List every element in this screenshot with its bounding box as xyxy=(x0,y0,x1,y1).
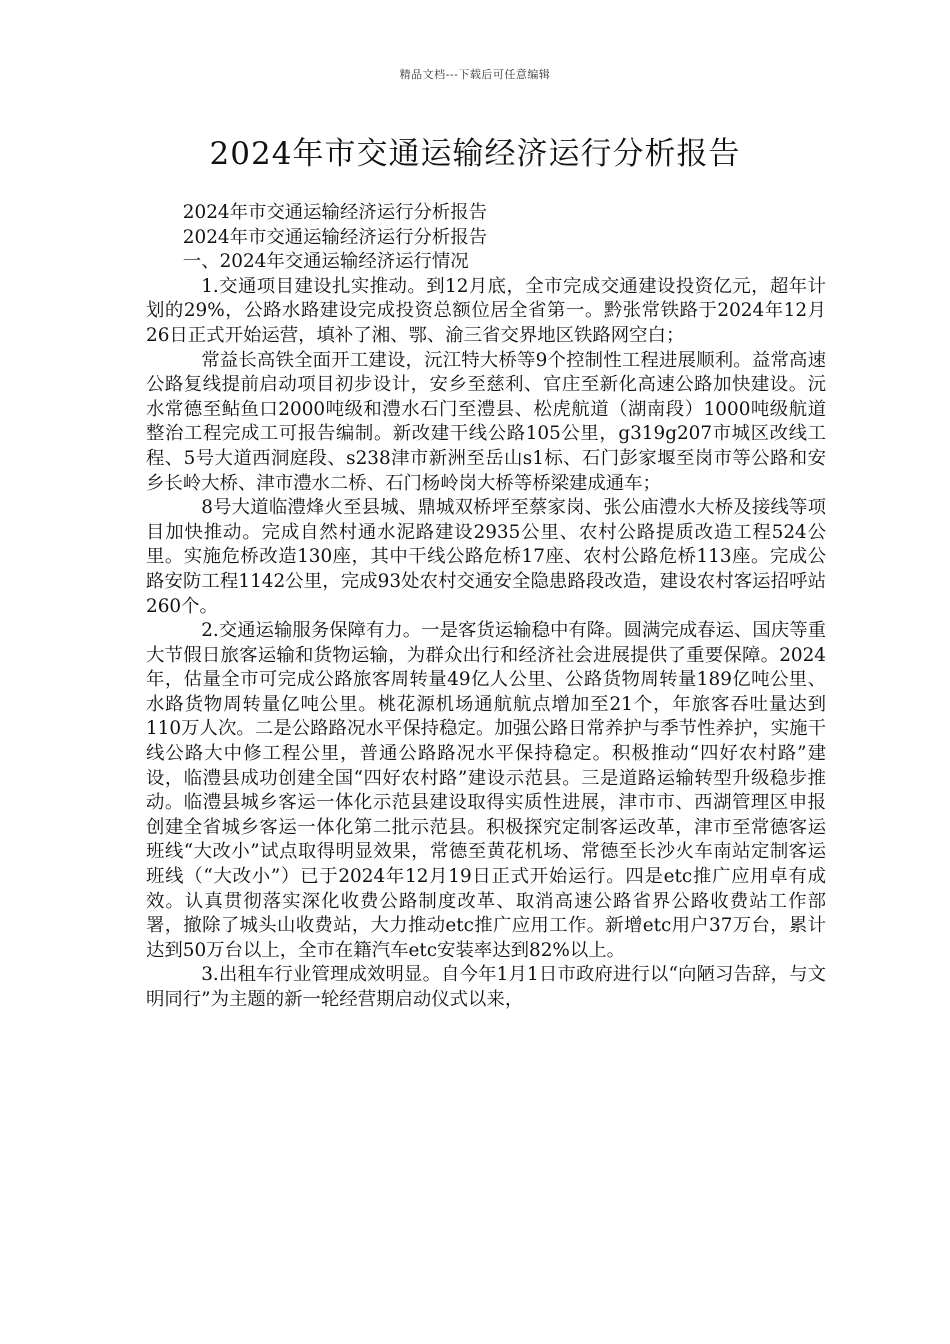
document-title: 2024年市交通运输经济运行分析报告 xyxy=(209,136,741,172)
body-paragraph: 2024年市交通运输经济运行分析报告 xyxy=(182,226,488,248)
body-paragraph: 8号大道临澧烽火至县城、鼎城双桥坪至蔡家岗、张公庙澧水大桥及接线等项目加快推动。完成自然村通水泥路建设2935公里、农村公路提质改造工程524公里。实施危桥改造130座，其中干线公路危桥17座、农村公路危桥113座。完成公路安防工程1142公里，完成93处农村交通安全隐患路段改造，建设农村客运招呼站260个。 xyxy=(146,497,826,617)
body-paragraph: 2.交通运输服务保障有力。一是客货运输稳中有降。圆满完成春运、国庆等重大节假日旅客运输和货物运输，为群众出行和经济社会进展提供了重要保障。2024年，估量全市可完成公路旅客周转量49亿人公里、公路货物周转量189亿吨公里、水路货物周转量亿吨公里。桃花源机场通航航点增加至21个，年旅客吞吐量达到110万人次。二是公路路况水平保持稳定。加强公路日常养护与季节性养护，实施干线公路大中修工程公里，普通公路路况水平保持稳定。积极推动“四好农村路”建设，临澧县成功创建全国“四好农村路”建设示范县。三是道路运输转型升级稳步推动。临澧县城乡客运一体化示范县建设取得实质性进展，津市市、西湖管理区申报创建全省城乡客运一体化第二批示范县。积极探究定制客运改革，津市至常德客运班线“大改小”试点取得明显效果，常德至黄花机场、常德至长沙火车南站定制客运班线（“大改小”）已于2024年12月19日正式开始运行。四是etc推广应用卓有成效。认真贯彻落实深化收费公路制度改革、取消高速公路省界公路收费站工作部署，撤除了城头山收费站，大力推动etc推广应用工作。新增etc用户37万台，累计达到50万台以上，全市在籍汽车etc安装率达到82%以上。 xyxy=(146,620,826,961)
body-paragraph: 常益长高铁全面开工建设，沅江特大桥等9个控制性工程进展顺利。益常高速公路复线提前启动项目初步设计，安乡至慈利、官庄至新化高速公路加快建设。沅水常德至鲇鱼口2000吨级和澧水石门至澧县、松虎航道（湖南段）1000吨级航道整治工程完成工可报告编制。新改建干线公路105公里，g319g207市城区改线工程、5号大道西洞庭段、s238津市新洲至岳山s1标、石门彭家堰至岗市等公路和安乡长岭大桥、津市澧水二桥、石门杨岭岗大桥等桥梁建成通车； xyxy=(146,349,826,494)
header-note: 精品文档---下载后可任意编辑 xyxy=(399,68,551,81)
body-paragraph: 3.出租车行业管理成效明显。自今年1月1日市政府进行以“向陋习告辞，与文明同行”为主题的新一轮经营期启动仪式以来， xyxy=(146,964,826,1010)
body-paragraph: 1.交通项目建设扎实推动。到12月底，全市完成交通建设投资亿元，超年计划的29%，公路水路建设完成投资总额位居全省第一。黔张常铁路于2024年12月26日正式开始运营，填补了湘、鄂、渝三省交界地区铁路网空白； xyxy=(146,275,826,346)
document-body xyxy=(146,201,826,1013)
section-heading: 一、2024年交通运输经济运行情况 xyxy=(182,251,469,273)
body-paragraph: 2024年市交通运输经济运行分析报告 xyxy=(182,202,488,223)
